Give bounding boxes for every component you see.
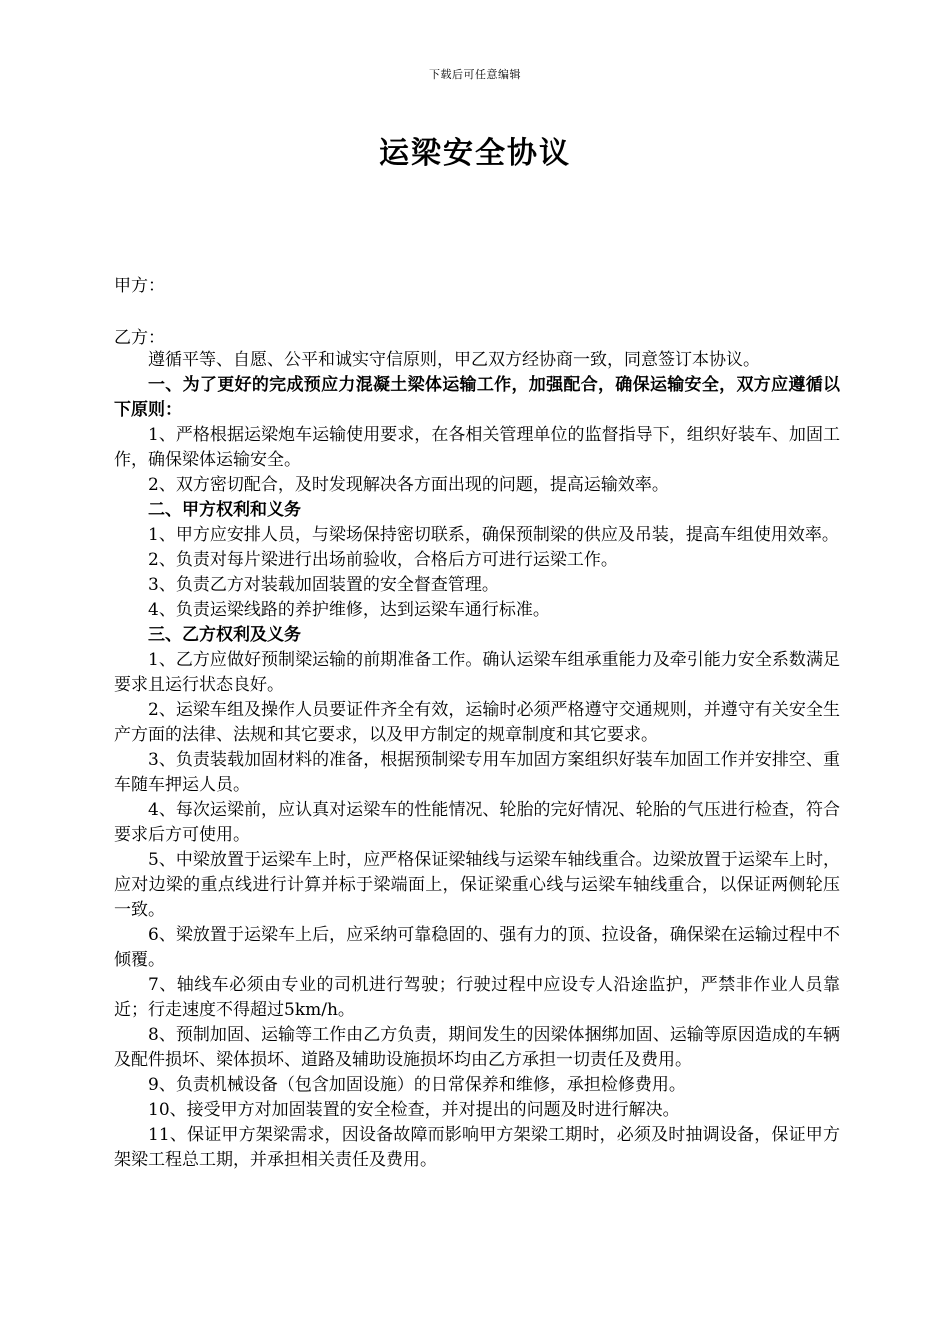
section-heading: 三、乙方权利及义务: [148, 625, 301, 645]
paragraph: 7、轴线车必须由专业的司机进行驾驶；行驶过程中应设专人沿途监护，严禁非作业人员靠近；行走速度不得超过5km/h。: [114, 975, 840, 1020]
party-b-label: 乙方：: [114, 328, 165, 348]
paragraph: 2、运梁车组及操作人员要证件齐全有效，运输时必须严格遵守交通规则，并遵守有关安全生产方面的法律、法规和其它要求，以及甲方制定的规章制度和其它要求。: [114, 700, 840, 745]
paragraph: 2、双方密切配合，及时发现解决各方面出现的问题，提高运输效率。: [148, 475, 669, 495]
section-heading: 一、为了更好的完成预应力混凝土梁体运输工作，加强配合，确保运输安全，双方应遵循以下原则：: [114, 375, 840, 420]
paragraph: 遵循平等、自愿、公平和诚实守信原则，甲乙双方经协商一致，同意签订本协议。: [148, 350, 760, 370]
paragraph: 2、负责对每片梁进行出场前验收，合格后方可进行运梁工作。: [148, 550, 618, 570]
paragraph: 3、负责乙方对装载加固装置的安全督查管理。: [148, 575, 499, 595]
document-title: 运梁安全协议: [379, 136, 571, 171]
section-heading: 二、甲方权利和义务: [148, 500, 301, 520]
paragraph: 8、预制加固、运输等工作由乙方负责，期间发生的因梁体捆绑加固、运输等原因造成的车辆及配件损坏、梁体损坏、道路及辅助设施损坏均由乙方承担一切责任及费用。: [114, 1025, 840, 1070]
paragraph: 4、负责运梁线路的养护维修，达到运梁车通行标准。: [148, 600, 550, 620]
party-a-label: 甲方：: [114, 276, 165, 296]
paragraph: 11、保证甲方架梁需求，因设备故障而影响甲方架梁工期时，必须及时抽调设备，保证甲方架梁工程总工期，并承担相关责任及费用。: [114, 1125, 840, 1170]
agreement-body: [114, 348, 840, 1173]
paragraph: 1、乙方应做好预制梁运输的前期准备工作。确认运梁车组承重能力及牵引能力安全系数满足要求且运行状态良好。: [114, 650, 840, 695]
paragraph: 4、每次运梁前，应认真对运梁车的性能情况、轮胎的完好情况、轮胎的气压进行检查，符合要求后方可使用。: [114, 800, 840, 845]
paragraph: 10、接受甲方对加固装置的安全检查，并对提出的问题及时进行解决。: [148, 1100, 680, 1120]
paragraph: 5、中梁放置于运梁车上时，应严格保证梁轴线与运梁车轴线重合。边梁放置于运梁车上时，应对边梁的重点线进行计算并标于梁端面上，保证梁重心线与运梁车轴线重合，以保证两侧轮压一致。: [114, 850, 840, 920]
paragraph: 3、负责装载加固材料的准备，根据预制梁专用车加固方案组织好装车加固工作并安排空、重车随车押运人员。: [114, 750, 840, 795]
paragraph: 1、甲方应安排人员，与梁场保持密切联系，确保预制梁的供应及吊装，提高车组使用效率。: [148, 525, 839, 545]
paragraph: 9、负责机械设备（包含加固设施）的日常保养和维修，承担检修费用。: [148, 1075, 686, 1095]
header-note: 下载后可任意编辑: [429, 68, 521, 81]
paragraph: 1、严格根据运梁炮车运输使用要求，在各相关管理单位的监督指导下，组织好装车、加固工作，确保梁体运输安全。: [114, 425, 840, 470]
paragraph: 6、梁放置于运梁车上后，应采纳可靠稳固的、强有力的顶、拉设备，确保梁在运输过程中不倾覆。: [114, 925, 840, 970]
